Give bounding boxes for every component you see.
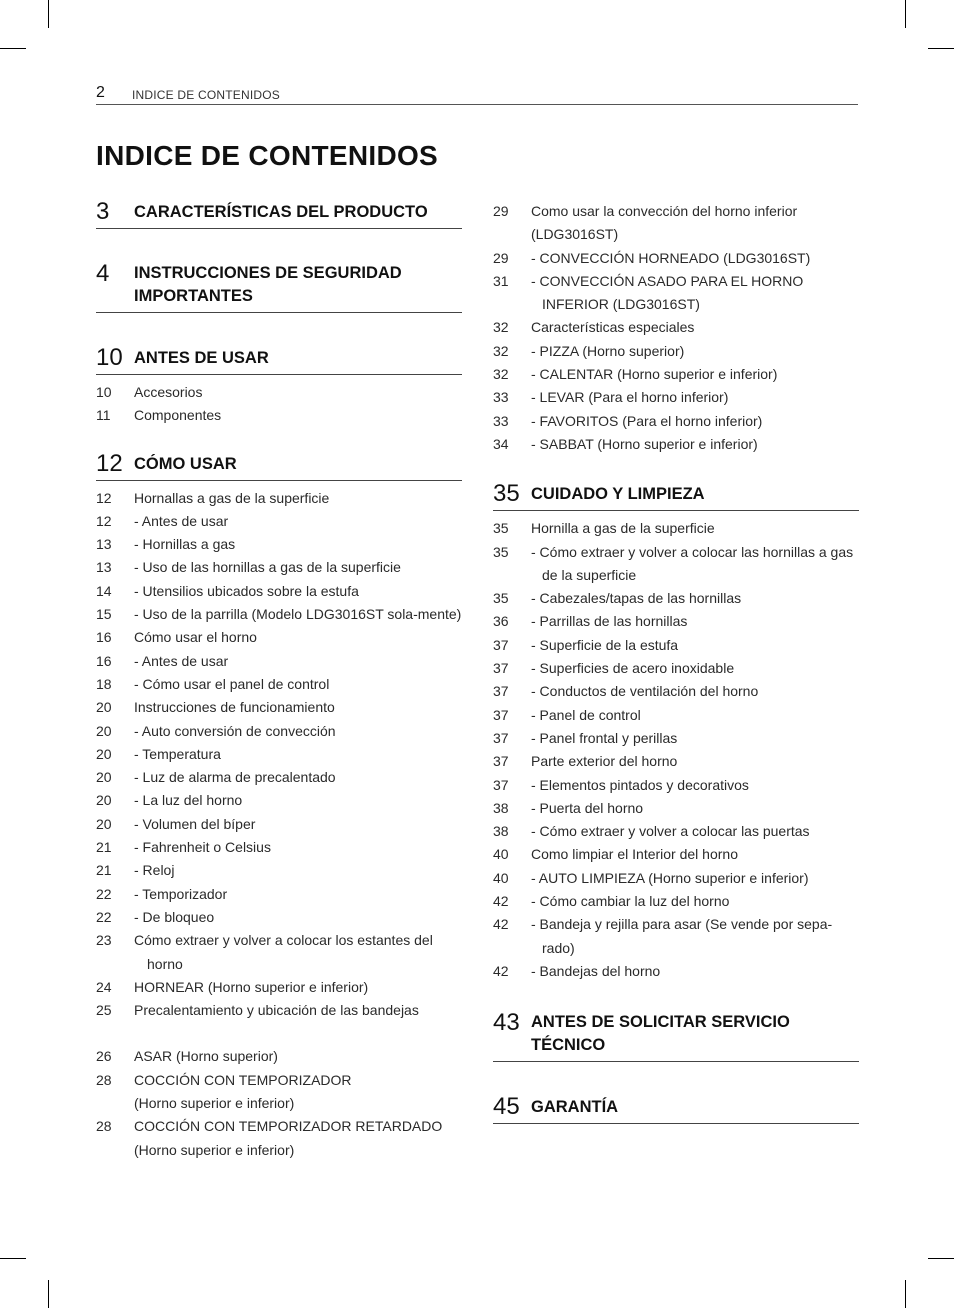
entry-page: 25 bbox=[96, 1002, 112, 1019]
entry-text: Como usar la convección del horno inferior (LDG3016ST) bbox=[531, 203, 798, 243]
entry-page: 18 bbox=[96, 675, 112, 692]
toc-entry[interactable] bbox=[96, 743, 462, 766]
entry-page: 20 bbox=[96, 745, 112, 762]
entry-page: 32 bbox=[493, 366, 509, 383]
toc-section[interactable] bbox=[96, 262, 462, 313]
section-title: CARACTERÍSTICAS DEL PRODUCTO bbox=[134, 203, 428, 221]
entry-text: Cómo extraer y volver a colocar los estantes del horno bbox=[134, 932, 433, 972]
entry-text: - Cabezales/tapas de las hornillas bbox=[531, 590, 742, 607]
entry-text: - Superficie de la estufa bbox=[531, 636, 679, 653]
entry-page: 33 bbox=[493, 389, 509, 406]
entry-text: - Cómo extraer y volver a colocar las puertas bbox=[531, 823, 810, 840]
entry-text: Características especiales bbox=[531, 319, 695, 336]
toc-entry[interactable] bbox=[493, 657, 859, 680]
crop-mark bbox=[928, 48, 954, 49]
entry-text: Componentes bbox=[134, 407, 222, 424]
entry-text: - Cómo extraer y volver a colocar las hornillas a gas de la superficie bbox=[531, 543, 854, 583]
toc-entry[interactable] bbox=[493, 363, 859, 386]
entry-page: 12 bbox=[96, 489, 112, 506]
entry-text: - Conductos de ventilación del horno bbox=[531, 683, 759, 700]
toc-entry[interactable] bbox=[493, 386, 859, 409]
header-rule bbox=[96, 104, 858, 105]
entry-text: - Panel de control bbox=[531, 706, 641, 723]
toc-entry[interactable] bbox=[493, 270, 859, 317]
entry-page: 42 bbox=[493, 962, 509, 979]
entry-page: 42 bbox=[493, 916, 509, 933]
entry-text: - Reloj bbox=[134, 862, 175, 879]
toc-entry[interactable] bbox=[96, 696, 462, 719]
entry-page: 37 bbox=[493, 706, 509, 723]
entry-page: 28 bbox=[96, 1118, 112, 1135]
section-title: CÓMO USAR bbox=[134, 454, 237, 473]
entry-page: 38 bbox=[493, 823, 509, 840]
entry-text: - FAVORITOS (Para el horno inferior) bbox=[531, 412, 763, 429]
toc-entry[interactable] bbox=[96, 673, 462, 696]
section-page-number: 10 bbox=[96, 344, 123, 371]
toc-entry[interactable] bbox=[96, 487, 462, 510]
toc-entry[interactable] bbox=[96, 906, 462, 929]
toc-section[interactable] bbox=[493, 482, 859, 511]
entry-page: 37 bbox=[493, 683, 509, 700]
entry-text: - Cómo usar el panel de control bbox=[134, 675, 330, 692]
toc-entry[interactable] bbox=[96, 510, 462, 533]
entry-text: Instrucciones de funcionamiento bbox=[134, 699, 335, 716]
entry-page: 16 bbox=[96, 629, 112, 646]
entry-page: 31 bbox=[493, 272, 509, 289]
toc-entry[interactable] bbox=[493, 340, 859, 363]
entry-text: - Cómo cambiar la luz del horno bbox=[531, 893, 730, 910]
entry-page: 40 bbox=[493, 846, 509, 863]
page-title: INDICE DE CONTENIDOS bbox=[96, 140, 439, 171]
toc-entry[interactable] bbox=[493, 820, 859, 843]
entry-text: - CONVECCIÓN ASADO PARA EL HORNO INFERIOR (LDG3016ST) bbox=[531, 272, 804, 313]
entry-text: - Antes de usar bbox=[134, 512, 229, 529]
entry-page: 28 bbox=[96, 1071, 112, 1088]
entry-page: 20 bbox=[96, 792, 112, 809]
entry-text: - Volumen del bíper bbox=[134, 815, 256, 832]
toc-entry[interactable] bbox=[96, 626, 462, 649]
entry-text: ASAR (Horno superior) bbox=[134, 1048, 278, 1065]
toc-entry[interactable] bbox=[96, 976, 462, 999]
toc-entry[interactable] bbox=[493, 774, 859, 797]
toc-entry[interactable] bbox=[493, 433, 859, 456]
toc-entry[interactable] bbox=[96, 1045, 462, 1068]
toc-entry[interactable] bbox=[493, 200, 859, 247]
crop-mark bbox=[0, 1258, 26, 1259]
toc-entry[interactable] bbox=[96, 1069, 462, 1116]
entry-text: - Uso de la parrilla (Modelo LDG3016ST sola-mente) bbox=[134, 606, 462, 623]
section-title: INSTRUCCIONES DE SEGURIDAD IMPORTANTES bbox=[134, 264, 402, 305]
entry-page: 26 bbox=[96, 1048, 112, 1065]
toc-entry[interactable] bbox=[493, 541, 859, 588]
entry-text: - Puerta del horno bbox=[531, 799, 644, 816]
entry-page: 12 bbox=[96, 512, 112, 529]
entry-page: 37 bbox=[493, 776, 509, 793]
entry-page: 42 bbox=[493, 893, 509, 910]
entry-page: 36 bbox=[493, 613, 509, 630]
entry-text: - La luz del horno bbox=[134, 792, 243, 809]
entry-text: - Auto conversión de convección bbox=[134, 722, 336, 739]
crop-mark bbox=[0, 48, 26, 49]
toc-entry[interactable] bbox=[493, 316, 859, 339]
crop-mark bbox=[48, 1280, 49, 1308]
toc-entry[interactable] bbox=[96, 859, 462, 882]
entry-text: - Panel frontal y perillas bbox=[531, 729, 678, 746]
entry-text: - CONVECCIÓN HORNEADO (LDG3016ST) bbox=[531, 249, 811, 266]
entry-page: 32 bbox=[493, 342, 509, 359]
entry-text: - CALENTAR (Horno superior e inferior) bbox=[531, 366, 778, 383]
section-page-number: 35 bbox=[493, 480, 520, 508]
entry-text: Hornallas a gas de la superficie bbox=[134, 489, 330, 506]
entry-text: - Bandejas del horno bbox=[531, 962, 661, 979]
entry-page: 16 bbox=[96, 652, 112, 669]
toc-entry[interactable] bbox=[96, 720, 462, 743]
crop-mark bbox=[928, 1258, 954, 1259]
entry-page: 10 bbox=[96, 384, 112, 400]
entry-page: 29 bbox=[493, 249, 509, 266]
entry-text: - De bloqueo bbox=[134, 908, 215, 925]
toc-entry[interactable] bbox=[493, 634, 859, 657]
entry-page: 20 bbox=[96, 699, 112, 716]
entry-text: - Antes de usar bbox=[134, 652, 229, 669]
entry-page: 34 bbox=[493, 435, 509, 452]
toc-entry[interactable] bbox=[493, 727, 859, 750]
entry-page: 37 bbox=[493, 729, 509, 746]
entry-text: - Parrillas de las hornillas bbox=[531, 613, 688, 630]
toc-entry[interactable] bbox=[493, 867, 859, 890]
entry-text: - Uso de las hornillas a gas de la superficie bbox=[134, 559, 401, 576]
entry-text: Cómo usar el horno bbox=[134, 629, 257, 646]
toc-entry[interactable] bbox=[96, 533, 462, 556]
entry-page: 23 bbox=[96, 932, 112, 949]
entry-page: 24 bbox=[96, 978, 112, 995]
section-page-number: 3 bbox=[96, 198, 110, 225]
toc-entry[interactable] bbox=[493, 843, 859, 866]
crop-mark bbox=[905, 0, 906, 28]
toc-entry[interactable] bbox=[493, 610, 859, 633]
section-title: ANTES DE USAR bbox=[134, 349, 269, 367]
entry-page: 13 bbox=[96, 536, 112, 553]
toc-entry[interactable] bbox=[96, 381, 462, 404]
toc-section[interactable] bbox=[493, 1095, 859, 1124]
entry-page: 29 bbox=[493, 203, 509, 219]
toc-entry[interactable] bbox=[96, 999, 462, 1022]
section-title: CUIDADO Y LIMPIEZA bbox=[531, 485, 705, 504]
entry-text: Accesorios bbox=[134, 384, 203, 400]
entry-page: 21 bbox=[96, 862, 112, 879]
entry-page: 14 bbox=[96, 582, 112, 599]
entry-text: Hornilla a gas de la superficie bbox=[531, 520, 715, 537]
toc-entry[interactable] bbox=[96, 813, 462, 836]
toc-entry[interactable] bbox=[96, 556, 462, 579]
toc-left-column bbox=[96, 200, 462, 1162]
crop-mark bbox=[48, 0, 49, 28]
toc-entry[interactable] bbox=[493, 410, 859, 433]
toc-entry[interactable] bbox=[493, 913, 859, 960]
entry-page: 40 bbox=[493, 869, 509, 886]
entry-text: - AUTO LIMPIEZA (Horno superior e inferior) bbox=[531, 869, 809, 886]
section-page-number: 45 bbox=[493, 1093, 520, 1121]
entry-text: - Hornillas a gas bbox=[134, 536, 236, 553]
toc-entry[interactable] bbox=[96, 580, 462, 603]
entry-text: - Temperatura bbox=[134, 745, 221, 762]
toc-entry[interactable] bbox=[96, 650, 462, 673]
entry-text: - Luz de alarma de precalentado bbox=[134, 769, 336, 786]
toc-entry[interactable] bbox=[96, 929, 462, 976]
toc-entry[interactable] bbox=[96, 789, 462, 812]
entry-page: 32 bbox=[493, 319, 509, 336]
entry-page: 37 bbox=[493, 753, 509, 770]
entry-page: 35 bbox=[493, 543, 509, 560]
entry-page: 37 bbox=[493, 636, 509, 653]
entry-text: - Superficies de acero inoxidable bbox=[531, 660, 735, 677]
entry-text: - SABBAT (Horno superior e inferior) bbox=[531, 435, 758, 452]
toc-entry[interactable] bbox=[96, 603, 462, 626]
toc-entry[interactable] bbox=[493, 704, 859, 727]
section-title: ANTES DE SOLICITAR SERVICIO TÉCNICO bbox=[531, 1013, 790, 1055]
entry-text: COCCIÓN CON TEMPORIZADOR (Horno superior e inferior) bbox=[134, 1071, 352, 1112]
toc-section[interactable] bbox=[96, 449, 462, 481]
entry-page: 15 bbox=[96, 606, 112, 623]
entry-text: - Fahrenheit o Celsius bbox=[134, 839, 271, 856]
running-header: INDICE DE CONTENIDOS bbox=[132, 88, 281, 102]
entry-text: Parte exterior del horno bbox=[531, 753, 678, 770]
entry-text: Como limpiar el Interior del horno bbox=[531, 846, 738, 863]
entry-page: 37 bbox=[493, 660, 509, 677]
section-page-number: 4 bbox=[96, 260, 110, 287]
entry-page: 20 bbox=[96, 815, 112, 832]
toc-entry[interactable] bbox=[493, 797, 859, 820]
entry-page: 20 bbox=[96, 769, 112, 786]
toc-entry[interactable] bbox=[96, 836, 462, 859]
section-page-number: 43 bbox=[493, 1009, 520, 1037]
entry-text: HORNEAR (Horno superior e inferior) bbox=[134, 978, 369, 995]
page-number: 2 bbox=[96, 84, 105, 101]
entry-text: - Bandeja y rejilla para asar (Se vende por sepa-rado) bbox=[531, 916, 833, 956]
entry-page: 13 bbox=[96, 559, 112, 576]
entry-text: - LEVAR (Para el horno inferior) bbox=[531, 389, 729, 406]
entry-page: 38 bbox=[493, 799, 509, 816]
entry-page: 35 bbox=[493, 520, 509, 537]
toc-entry[interactable] bbox=[493, 587, 859, 610]
entry-text: - Temporizador bbox=[134, 885, 228, 902]
entry-text: Precalentamiento y ubicación de las bandejas bbox=[134, 1002, 419, 1019]
toc-section[interactable] bbox=[96, 200, 462, 229]
entry-page: 22 bbox=[96, 908, 112, 925]
toc-entry[interactable] bbox=[96, 404, 462, 427]
entry-page: 20 bbox=[96, 722, 112, 739]
toc-entry[interactable] bbox=[493, 517, 859, 540]
toc-entry[interactable] bbox=[493, 247, 859, 270]
toc-entry[interactable] bbox=[96, 766, 462, 789]
entry-page: 22 bbox=[96, 885, 112, 902]
entry-text: COCCIÓN CON TEMPORIZADOR RETARDADO (Horno superior e inferior) bbox=[134, 1118, 443, 1158]
toc-entry[interactable] bbox=[493, 680, 859, 703]
toc-section[interactable] bbox=[96, 346, 462, 375]
entry-page: 33 bbox=[493, 412, 509, 429]
entry-text: - Utensilios ubicados sobre la estufa bbox=[134, 582, 359, 599]
entry-text: - PIZZA (Horno superior) bbox=[531, 342, 685, 359]
toc-entry[interactable] bbox=[96, 883, 462, 906]
entry-page: 35 bbox=[493, 590, 509, 607]
toc-entry[interactable] bbox=[96, 1115, 462, 1162]
toc-right-column bbox=[493, 200, 859, 1124]
toc-section[interactable] bbox=[493, 1011, 859, 1062]
toc-entry[interactable] bbox=[493, 960, 859, 983]
toc-entry[interactable] bbox=[493, 750, 859, 773]
crop-mark bbox=[905, 1280, 906, 1308]
section-page-number: 12 bbox=[96, 449, 123, 477]
entry-page: 21 bbox=[96, 839, 112, 856]
toc-entry[interactable] bbox=[493, 890, 859, 913]
section-title: GARANTÍA bbox=[531, 1098, 619, 1117]
entry-page: 11 bbox=[96, 407, 111, 424]
entry-text: - Elementos pintados y decorativos bbox=[531, 776, 749, 793]
